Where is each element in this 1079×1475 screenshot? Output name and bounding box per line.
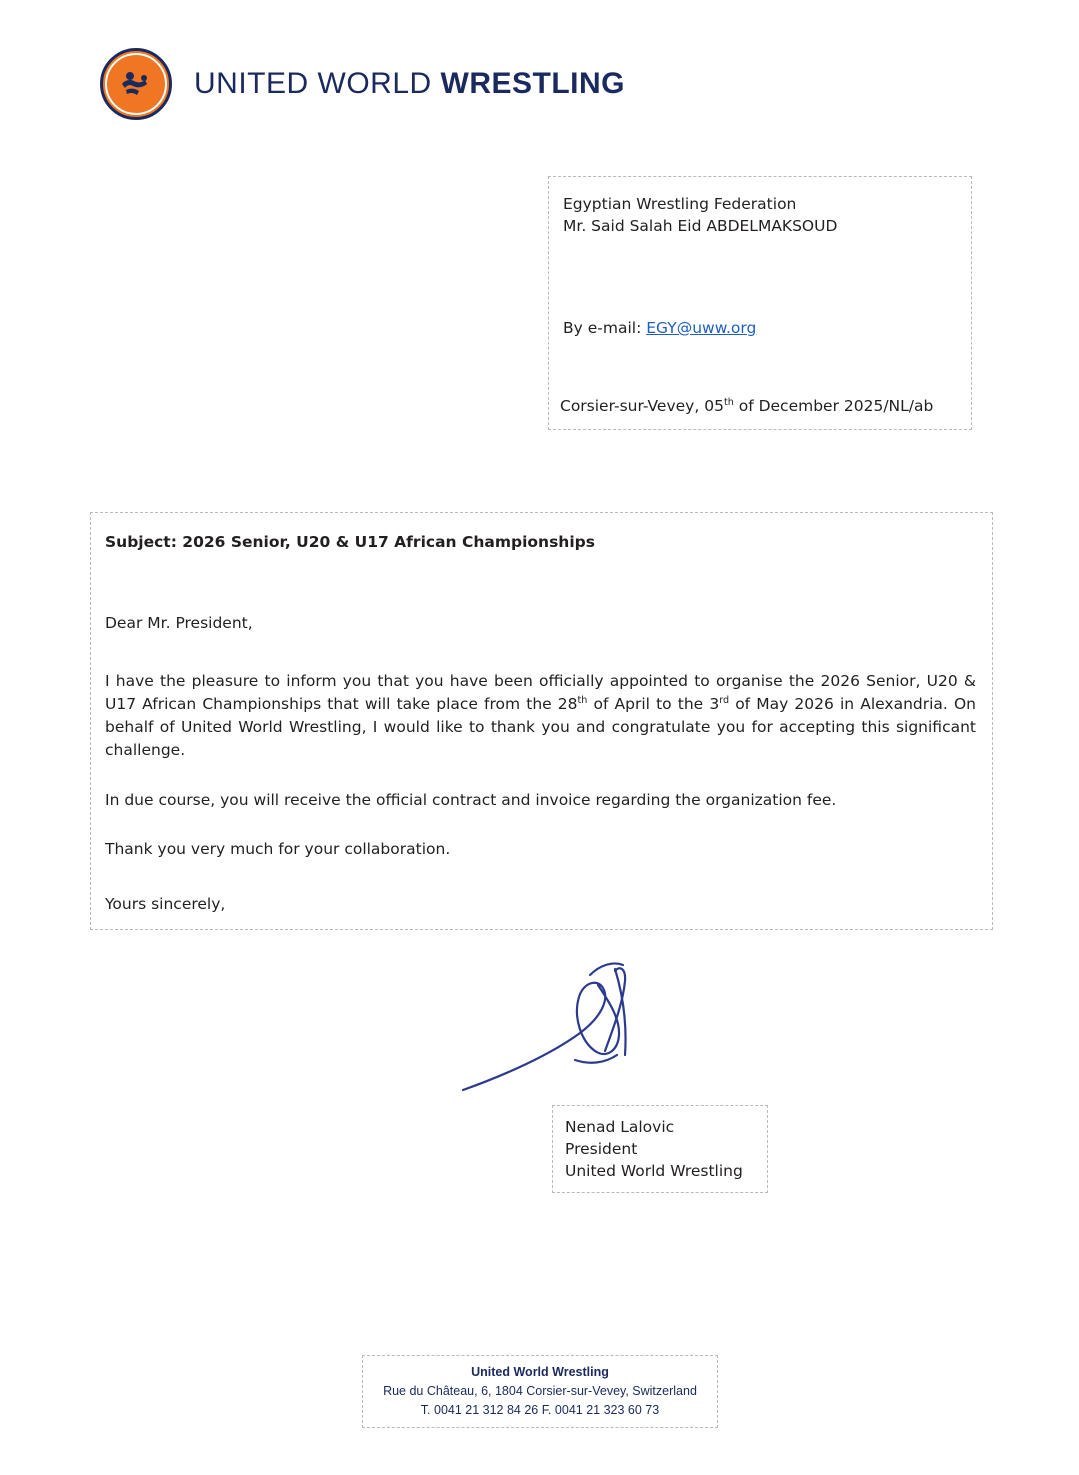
handwritten-signature	[455, 955, 745, 1105]
recipient-address-block	[548, 176, 972, 430]
letter-closing: Yours sincerely,	[105, 895, 226, 913]
signer-name: Nenad Lalovic	[565, 1118, 675, 1136]
footer-address: Rue du Château, 6, 1804 Corsier-sur-Vevey, Switzerland	[383, 1383, 697, 1398]
page-footer	[362, 1355, 718, 1428]
paragraph-1-ordinal-1: th	[577, 694, 588, 706]
footer-phone: T. 0041 21 312 84 26 F. 0041 21 323 60 73	[420, 1402, 660, 1417]
paragraph-1-part-3: of May 2026 in Alexandria. On behalf of United World Wrestling, I would like to thank you and congratulate you for accepting this significant challenge.	[105, 694, 976, 760]
letter-subject: Subject: 2026 Senior, U20 & U17 African Championships	[105, 533, 595, 551]
signer-block	[552, 1105, 768, 1193]
brand-wordmark	[194, 67, 625, 101]
logo-inner-ring	[105, 53, 167, 115]
paragraph-1-ordinal-2: rd	[719, 694, 730, 706]
brand-wordmark-light: UNITED WORLD	[194, 67, 432, 100]
place-date-prefix: Corsier-sur-Vevey, 05	[560, 396, 724, 415]
letter-paragraph-3: Thank you very much for your collaboration.	[105, 839, 451, 858]
signer-title: President	[565, 1140, 638, 1158]
recipient-person: Mr. Said Salah Eid ABDELMAKSOUD	[563, 217, 838, 236]
recipient-email-link[interactable]: EGY@uww.org	[646, 319, 757, 337]
email-row	[563, 317, 756, 339]
letter-paragraph-1	[105, 670, 976, 763]
letter-salutation: Dear Mr. President,	[105, 614, 253, 633]
place-and-date	[560, 395, 933, 417]
brand-wordmark-bold: WRESTLING	[440, 67, 626, 100]
footer-organization: United World Wrestling	[471, 1365, 609, 1379]
uww-wrestler-roundel-icon	[100, 48, 172, 120]
place-date-ordinal: th	[723, 396, 734, 408]
letter-paragraph-2: In due course, you will receive the official contract and invoice regarding the organization fee.	[105, 790, 837, 809]
paragraph-1-part-1: I have the pleasure to inform you that you have been officially appointed to organise the 2026 Senior, U20 & U17 African Championships that will take place from the 28	[105, 671, 976, 713]
place-date-suffix: of December 2025/NL/ab	[733, 396, 934, 415]
signer-organization: United World Wrestling	[565, 1162, 743, 1180]
recipient-organization: Egyptian Wrestling Federation	[563, 195, 797, 213]
letterhead	[100, 48, 625, 120]
paragraph-1-part-2: of April to the 3	[587, 694, 720, 713]
letter-body-block	[90, 512, 993, 930]
email-label: By e-mail:	[563, 319, 642, 337]
